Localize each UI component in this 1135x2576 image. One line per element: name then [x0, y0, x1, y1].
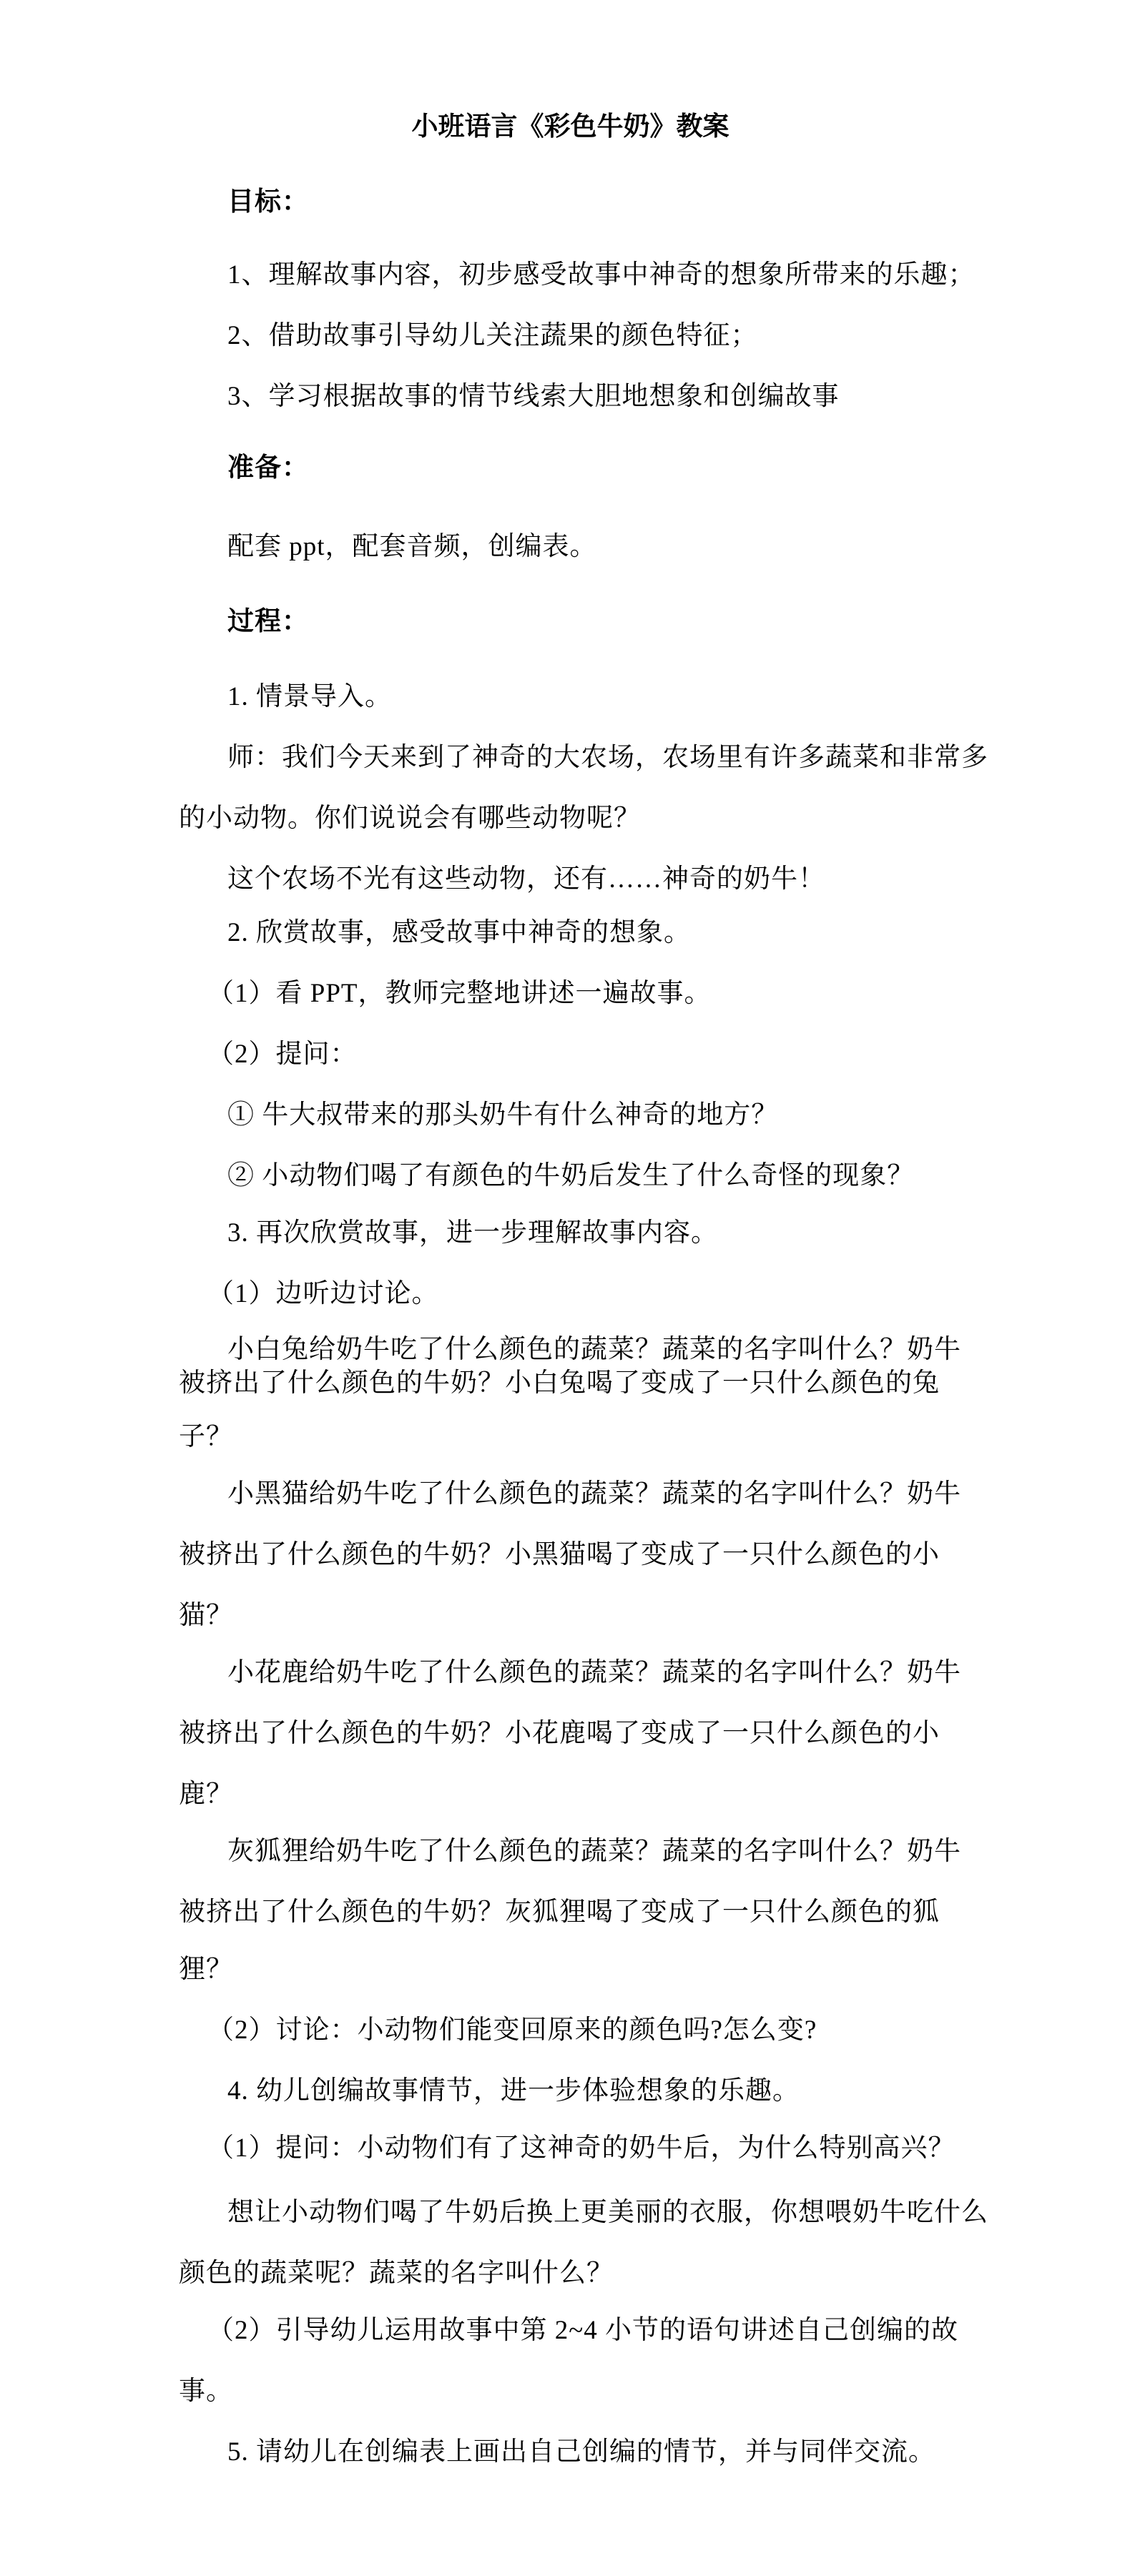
goal-item-3: 3、学习根据故事的情节线索大胆地想象和创编故事 [227, 382, 840, 411]
step1-title: 1. 情景导入。 [227, 682, 392, 711]
step4-sub2-line1: （2）引导幼儿运用故事中第 2~4 小节的语句讲述自己创编的故 [207, 2316, 959, 2345]
fox-paragraph-line1: 灰狐狸给奶牛吃了什么颜色的蔬菜？蔬菜的名字叫什么？奶牛 [227, 1837, 961, 1866]
goal-item-2: 2、借助故事引导幼儿关注蔬果的颜色特征； [227, 321, 758, 350]
step1-teacher-line1: 师：我们今天来到了神奇的大农场，农场里有许多蔬菜和非常多 [227, 743, 988, 772]
step4-imagine-line1: 想让小动物们喝了牛奶后换上更美丽的衣服，你想喂奶牛吃什么 [227, 2198, 988, 2227]
step1-farm-line: 这个农场不光有这些动物，还有……神奇的奶牛！ [227, 864, 825, 894]
step2-question-1: ① 牛大叔带来的那头奶牛有什么神奇的地方？ [227, 1100, 779, 1130]
cat-paragraph-line3: 猫？ [179, 1601, 233, 1630]
process-heading: 过程： [227, 607, 309, 636]
step4-title: 4. 幼儿创编故事情节，进一步体验想象的乐趣。 [227, 2076, 800, 2106]
step2-sub2: （2）提问： [207, 1040, 358, 1069]
step5-title: 5. 请幼儿在创编表上画出自己创编的情节，并与同伴交流。 [227, 2437, 935, 2467]
rabbit-paragraph-line2: 被挤出了什么颜色的牛奶？小白兔喝了变成了一只什么颜色的兔 [179, 1368, 940, 1398]
step4-sub1: （1）提问：小动物们有了这神奇的奶牛后，为什么特别高兴？ [207, 2133, 955, 2163]
fox-paragraph-line2: 被挤出了什么颜色的牛奶？灰狐狸喝了变成了一只什么颜色的狐 [179, 1898, 940, 1927]
cat-paragraph-line1: 小黑猫给奶牛吃了什么颜色的蔬菜？蔬菜的名字叫什么？奶牛 [227, 1479, 961, 1509]
step2-question-2: ② 小动物们喝了有颜色的牛奶后发生了什么奇怪的现象？ [227, 1161, 915, 1190]
preparation-heading: 准备： [227, 453, 309, 483]
cat-paragraph-line2: 被挤出了什么颜色的牛奶？小黑猫喝了变成了一只什么颜色的小 [179, 1540, 940, 1569]
goals-heading: 目标： [227, 187, 309, 217]
deer-paragraph-line2: 被挤出了什么颜色的牛奶？小花鹿喝了变成了一只什么颜色的小 [179, 1719, 940, 1748]
step3-sub1: （1）边听边讨论。 [207, 1279, 439, 1308]
deer-paragraph-line3: 鹿？ [179, 1780, 233, 1809]
fox-paragraph-line3: 狸？ [179, 1955, 233, 1984]
step1-teacher-line2: 的小动物。你们说说会有哪些动物呢？ [179, 804, 641, 833]
step3-title: 3. 再次欣赏故事，进一步理解故事内容。 [227, 1218, 718, 1248]
preparation-text: 配套 ppt，配套音频，创编表。 [227, 532, 597, 561]
goal-item-1: 1、理解故事内容，初步感受故事中神奇的想象所带来的乐趣； [227, 260, 976, 290]
step4-imagine-line2: 颜色的蔬菜呢？蔬菜的名字叫什么？ [179, 2259, 614, 2288]
deer-paragraph-line1: 小花鹿给奶牛吃了什么颜色的蔬菜？蔬菜的名字叫什么？奶牛 [227, 1658, 961, 1687]
step2-title: 2. 欣赏故事，感受故事中神奇的想象。 [227, 918, 691, 947]
step4-sub2-line2: 事。 [179, 2377, 233, 2406]
step2-sub1: （1）看 PPT，教师完整地讲述一遍故事。 [207, 979, 712, 1008]
rabbit-paragraph-line3: 子？ [179, 1422, 233, 1451]
rabbit-paragraph-line1: 小白兔给奶牛吃了什么颜色的蔬菜？蔬菜的名字叫什么？奶牛 [227, 1335, 961, 1364]
step3-sub2: （2）讨论：小动物们能变回原来的颜色吗?怎么变? [207, 2015, 817, 2045]
document-title: 小班语言《彩色牛奶》教案 [411, 112, 729, 142]
